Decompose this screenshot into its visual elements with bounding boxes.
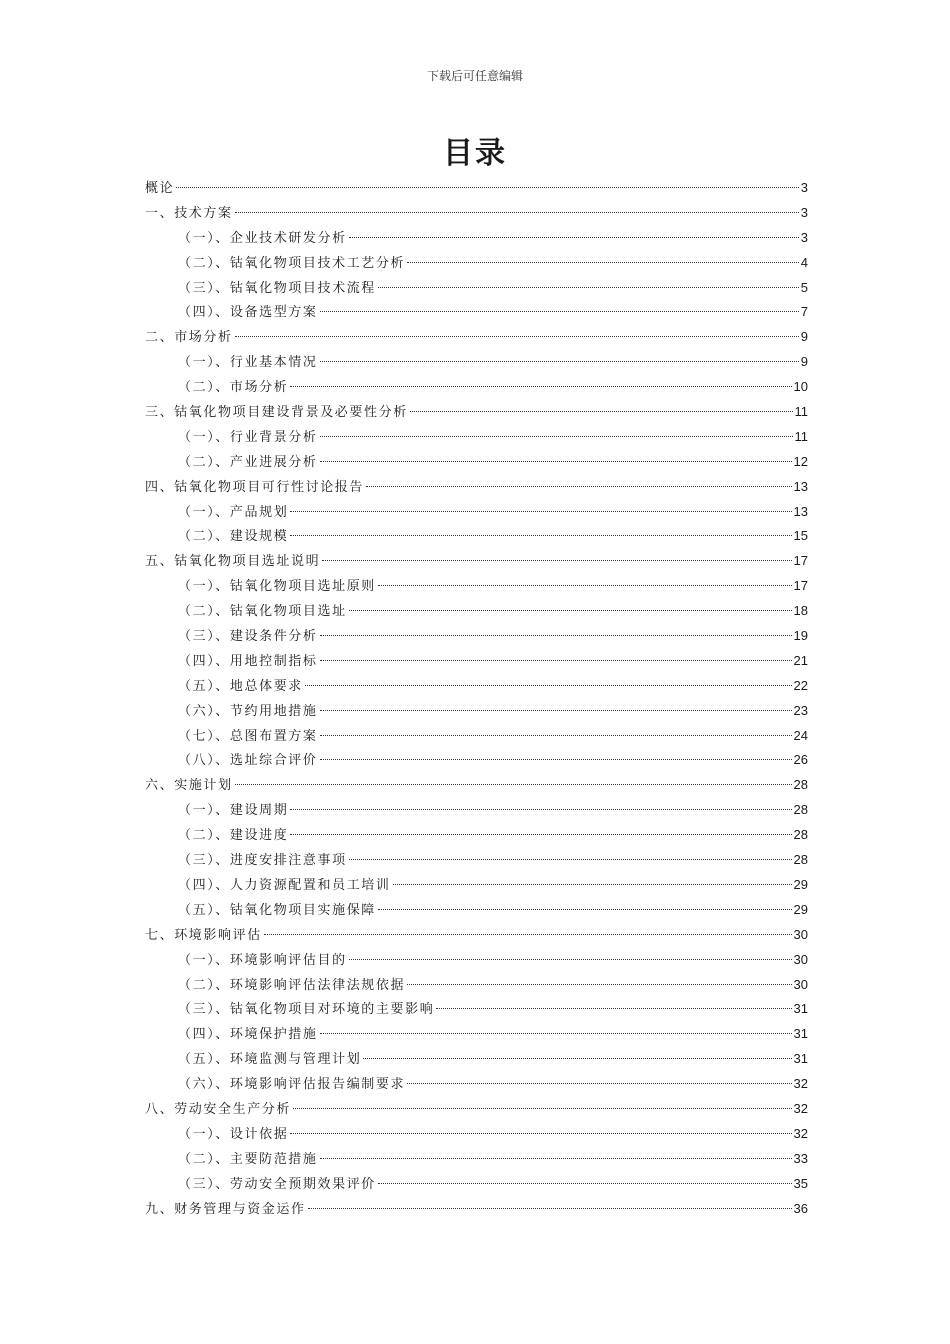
toc-entry-label: （三）、钴氧化物项目对环境的主要影响 [178,1002,435,1018]
toc-entry-page-number: 31 [793,1051,808,1067]
toc-entry[interactable] [145,425,808,450]
toc-entry[interactable] [145,649,808,674]
toc-entry-page-number: 33 [793,1150,808,1166]
toc-entry-label: （二）、建设进度 [178,828,289,844]
toc-entry-label: （一）、钴氧化物项目选址原则 [178,579,376,595]
dot-leader [407,262,799,263]
toc-entry-page-number: 7 [800,304,808,320]
toc-entry[interactable] [145,176,808,201]
toc-entry[interactable] [145,450,808,475]
toc-entry-label: 五、钴氧化物项目选址说明 [145,554,321,570]
toc-entry-label: （六）、环境影响评估报告编制要求 [178,1077,406,1093]
dot-leader [349,610,792,611]
dot-leader [320,1033,792,1034]
dot-leader [363,1058,791,1059]
toc-entry-label: （八）、选址综合评价 [178,753,318,769]
toc-entry-page-number: 18 [793,603,808,619]
dot-leader [320,735,792,736]
dot-leader [407,1083,791,1084]
toc-entry-label: （五）、钴氧化物项目实施保障 [178,902,376,918]
toc-entry[interactable] [145,375,808,400]
toc-entry-page-number: 21 [793,652,808,668]
dot-leader [308,1208,792,1209]
toc-entry[interactable] [145,325,808,350]
toc-entry-label: （一）、行业基本情况 [178,355,318,371]
toc-entry-page-number: 5 [800,279,808,295]
toc-entry-page-number: 17 [793,553,808,569]
toc-entry-page-number: 28 [793,802,808,818]
toc-entry[interactable] [145,923,808,948]
toc-entry-page-number: 32 [793,1076,808,1092]
toc-entry-label: 九、财务管理与资金运作 [145,1201,306,1217]
toc-entry[interactable] [145,251,808,276]
toc-entry-label: （四）、环境保护措施 [178,1027,318,1043]
dot-leader [378,585,792,586]
toc-entry-label: （六）、节约用地措施 [178,703,318,719]
dot-leader [366,486,792,487]
toc-entry[interactable] [145,674,808,699]
toc-entry-label: 八、劳动安全生产分析 [145,1101,292,1117]
toc-entry-page-number: 19 [793,628,808,644]
dot-leader [349,859,792,860]
toc-entry[interactable] [145,973,808,998]
dot-leader [378,287,799,288]
toc-entry-label: （五）、环境监测与管理计划 [178,1052,362,1068]
page-title: 目录 [443,136,507,171]
dot-leader [320,436,793,437]
toc-entry-label: （二）、主要防范措施 [178,1151,318,1167]
toc-entry[interactable] [145,1172,808,1197]
toc-entry-page-number: 4 [800,254,808,270]
toc-entry-label: （四）、设备选型方案 [178,305,318,321]
toc-entry-page-number: 3 [800,229,808,245]
toc-entry[interactable] [145,1022,808,1047]
toc-entry-page-number: 3 [800,204,808,220]
toc-entry[interactable] [145,898,808,923]
toc-entry-page-number: 30 [793,926,808,942]
dot-leader [393,884,792,885]
toc-entry-page-number: 22 [793,677,808,693]
dot-leader [176,187,799,188]
dot-leader [290,809,791,810]
dot-leader [436,1008,791,1009]
toc-entry-label: （五）、地总体要求 [178,678,303,694]
toc-entry[interactable] [145,798,808,823]
table-of-contents [145,176,808,1221]
toc-entry[interactable] [145,724,808,749]
toc-entry[interactable] [145,574,808,599]
toc-entry-label: 四、钴氧化物项目可行性讨论报告 [145,479,365,495]
toc-entry[interactable] [145,699,808,724]
toc-entry-label: （二）、钴氧化物项目选址 [178,604,347,620]
toc-entry[interactable] [145,748,808,773]
dot-leader [320,635,792,636]
toc-entry-label: （三）、钴氧化物项目技术流程 [178,280,376,296]
dot-leader [290,1133,791,1134]
toc-entry-label: （七）、总图布置方案 [178,728,318,744]
toc-entry-label: （一）、企业技术研发分析 [178,230,347,246]
toc-entry-label: 二、市场分析 [145,330,233,346]
dot-leader [235,784,792,785]
toc-entry-page-number: 17 [793,578,808,594]
toc-entry-label: （二）、产业进展分析 [178,454,318,470]
dot-leader [290,511,791,512]
toc-entry-page-number: 29 [793,876,808,892]
toc-entry[interactable] [145,201,808,226]
toc-entry-label: （三）、进度安排注意事项 [178,853,347,869]
toc-entry-label: （一）、环境影响评估目的 [178,952,347,968]
toc-entry[interactable] [145,549,808,574]
toc-entry-label: （二）、市场分析 [178,380,289,396]
dot-leader [293,1108,792,1109]
toc-entry[interactable] [145,599,808,624]
toc-entry[interactable] [145,1147,808,1172]
toc-entry-label: （一）、建设周期 [178,803,289,819]
toc-entry-label: （一）、行业背景分析 [178,429,318,445]
toc-entry-label: （二）、建设规模 [178,529,289,545]
dot-leader [320,461,792,462]
toc-entry-page-number: 31 [793,1001,808,1017]
toc-entry-page-number: 32 [793,1125,808,1141]
toc-entry-page-number: 12 [793,453,808,469]
toc-entry-page-number: 9 [800,354,808,370]
dot-leader [349,959,792,960]
toc-entry-page-number: 3 [800,180,808,195]
toc-entry[interactable] [145,475,808,500]
toc-entry-label: （三）、建设条件分析 [178,629,318,645]
dot-leader [378,909,792,910]
toc-entry-page-number: 11 [794,404,808,420]
toc-entry-label: （四）、人力资源配置和员工培训 [178,877,391,893]
toc-entry[interactable] [145,624,808,649]
page-header: 下载后可任意编辑 [426,69,523,83]
toc-entry-label: （一）、产品规划 [178,504,289,520]
toc-entry-label: 一、技术方案 [145,205,233,221]
toc-entry-page-number: 35 [793,1175,808,1191]
dot-leader [320,759,792,760]
dot-leader [320,660,792,661]
toc-entry-page-number: 23 [793,702,808,718]
toc-entry-page-number: 30 [793,976,808,992]
toc-entry[interactable] [145,773,808,798]
dot-leader [290,834,791,835]
toc-entry-page-number: 13 [793,478,808,494]
dot-leader [378,1183,792,1184]
dot-leader [235,212,799,213]
dot-leader [320,710,792,711]
toc-entry-page-number: 10 [793,379,808,395]
toc-entry[interactable] [145,1097,808,1122]
toc-entry[interactable] [145,350,808,375]
toc-entry[interactable] [145,823,808,848]
toc-entry-page-number: 26 [793,752,808,768]
dot-leader [349,237,799,238]
toc-entry-page-number: 28 [793,777,808,793]
toc-entry-page-number: 15 [793,528,808,544]
toc-entry[interactable] [145,1122,808,1147]
toc-entry-page-number: 28 [793,852,808,868]
toc-entry[interactable] [145,1072,808,1097]
toc-entry-label: 七、环境影响评估 [145,927,262,943]
dot-leader [322,560,791,561]
dot-leader [305,685,792,686]
toc-entry-page-number: 30 [793,951,808,967]
toc-entry-label: （二）、环境影响评估法律法规依据 [178,977,406,993]
toc-entry-label: （四）、用地控制指标 [178,653,318,669]
toc-entry[interactable] [145,848,808,873]
toc-entry-page-number: 11 [794,428,808,444]
toc-entry[interactable] [145,276,808,301]
toc-entry[interactable] [145,1197,808,1222]
dot-leader [235,336,799,337]
toc-entry[interactable] [145,873,808,898]
toc-entry-label: 六、实施计划 [145,778,233,794]
toc-entry-label: （一）、设计依据 [178,1126,289,1142]
dot-leader [407,984,791,985]
toc-entry[interactable] [145,948,808,973]
toc-entry-page-number: 29 [793,901,808,917]
toc-entry-label: （三）、劳动安全预期效果评价 [178,1176,376,1192]
toc-entry-page-number: 36 [793,1200,808,1216]
toc-entry-page-number: 32 [793,1100,808,1116]
toc-entry-page-number: 31 [793,1026,808,1042]
toc-entry[interactable] [145,300,808,325]
toc-entry-label: （二）、钴氧化物项目技术工艺分析 [178,255,406,271]
toc-entry-page-number: 24 [793,727,808,743]
toc-entry[interactable] [145,524,808,549]
dot-leader [320,1158,792,1159]
toc-entry[interactable] [145,1047,808,1072]
toc-entry[interactable] [145,500,808,525]
toc-entry-label: 概论 [145,181,175,196]
dot-leader [320,311,799,312]
dot-leader [320,361,799,362]
toc-entry-label: 三、钴氧化物项目建设背景及必要性分析 [145,405,408,421]
dot-leader [290,386,791,387]
toc-entry[interactable] [145,400,808,425]
dot-leader [264,934,792,935]
dot-leader [290,535,791,536]
toc-entry-page-number: 13 [793,503,808,519]
dot-leader [410,411,793,412]
toc-entry[interactable] [145,226,808,251]
toc-entry-page-number: 28 [793,827,808,843]
toc-entry[interactable] [145,997,808,1022]
toc-entry-page-number: 9 [800,329,808,345]
